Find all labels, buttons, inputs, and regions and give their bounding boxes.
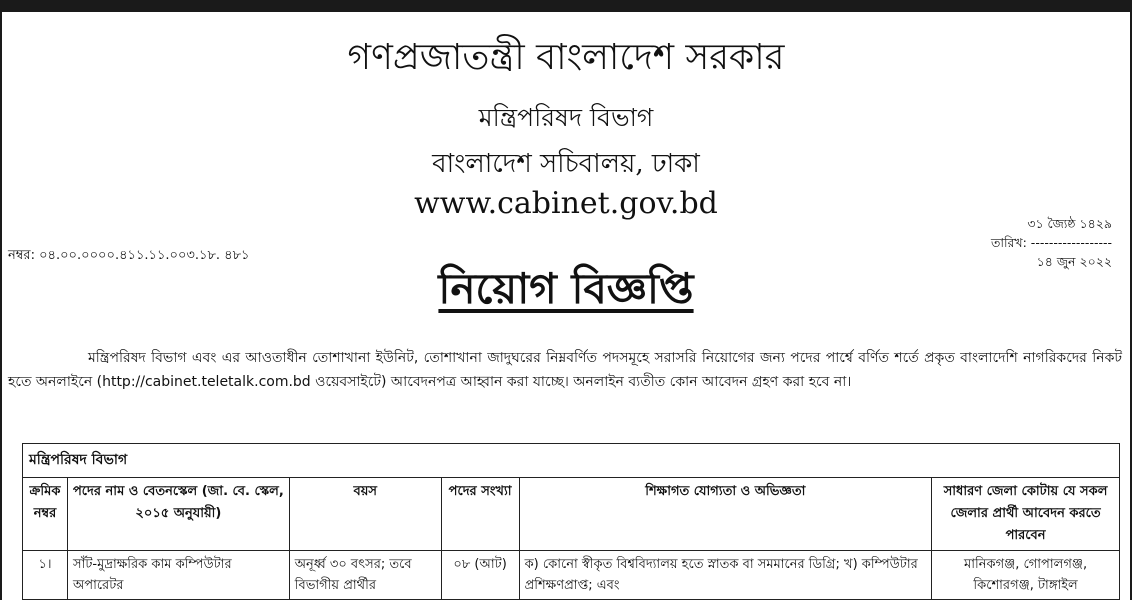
date-label: তারিখ: ------------------ bbox=[990, 235, 1112, 250]
header-post: পদের নাম ও বেতনস্কেল (জা. বে. স্কেল, ২০১৫ অনুযায়ী) bbox=[67, 478, 289, 551]
header-age: বয়স bbox=[289, 478, 441, 551]
memo-number: নম্বর: ০৪.০০.০০০০.৪১১.১১.০০৩.১৮. ৪৮১ bbox=[8, 248, 250, 263]
header-serial: ক্রমিক নম্বর bbox=[23, 478, 68, 551]
notice-body-text: মন্ত্রিপরিষদ বিভাগ এবং এর আওতাধীন তোশাখানা ইউনিট, তোশাখানা জাদুঘরের নিম্নবর্ণিত পদসমূহে সরাসরি নিয়োগের জন্য পদের পার্শ্বে বর্ণিত শর্তে প্রকৃত বাংলাদেশি নাগরিকদের নিকট হতে অনলাইনে (http://cabinet.teletalk.com.bd ওয়েবসাইটে) আবেদনপত্র আহ্বান করা যাচ্ছে। অনলাইন ব্যতীত কোন আবেদন গ্রহণ করা হবে না। bbox=[8, 350, 1122, 390]
website-link[interactable]: www.cabinet.gov.bd bbox=[414, 186, 718, 221]
notice-title-wrap bbox=[0, 256, 1132, 327]
table-row bbox=[23, 551, 1120, 600]
header-districts: সাধারণ জেলা কোটায় যে সকল জেলার প্রার্থী আবেদন করতে পারবেন bbox=[932, 478, 1120, 551]
date-english: ১৪ জুন ২০২২ bbox=[1036, 254, 1112, 269]
top-border bbox=[0, 0, 1132, 12]
header-qualification: শিক্ষাগত যোগ্যতা ও অভিজ্ঞতা bbox=[519, 478, 932, 551]
notice-title: নিয়োগ বিজ্ঞপ্তি bbox=[438, 264, 694, 313]
header-count: পদের সংখ্যা bbox=[441, 478, 519, 551]
cell-count: ০৮ (আট) bbox=[441, 551, 519, 600]
cell-post: সাঁট-মুদ্রাক্ষরিক কাম কম্পিউটার অপারেটর bbox=[67, 551, 289, 600]
cell-age: অনূর্ধ্ব ৩০ বৎসর; তবে বিভাগীয় প্রার্থীর bbox=[289, 551, 441, 600]
department-heading: মন্ত্রিপরিষদ বিভাগ bbox=[23, 444, 1120, 478]
cell-districts: মানিকগঞ্জ, গোপালগঞ্জ, কিশোরগঞ্জ, টাঙ্গাইল bbox=[932, 551, 1120, 600]
date-bangla: ৩১ জ্যৈষ্ঠ ১৪২৯ bbox=[1027, 216, 1112, 231]
table-header-row bbox=[23, 478, 1120, 551]
cell-qualification: ক) কোনো স্বীকৃত বিশ্ববিদ্যালয় হতে স্নাতক বা সমমানের ডিগ্রি; খ) কম্পিউটার প্রশিক্ষণপ্রাপ্ত; এবং bbox=[519, 551, 932, 600]
government-title: গণপ্রজাতন্ত্রী বাংলাদেশ সরকার bbox=[347, 37, 785, 78]
division-name: মন্ত্রিপরিষদ বিভাগ bbox=[478, 103, 654, 132]
cell-serial: ১। bbox=[23, 551, 68, 600]
secretariat-address: বাংলাদেশ সচিবালয়, ঢাকা bbox=[432, 149, 700, 179]
posts-table bbox=[22, 443, 1120, 600]
notice-body bbox=[8, 346, 1122, 394]
